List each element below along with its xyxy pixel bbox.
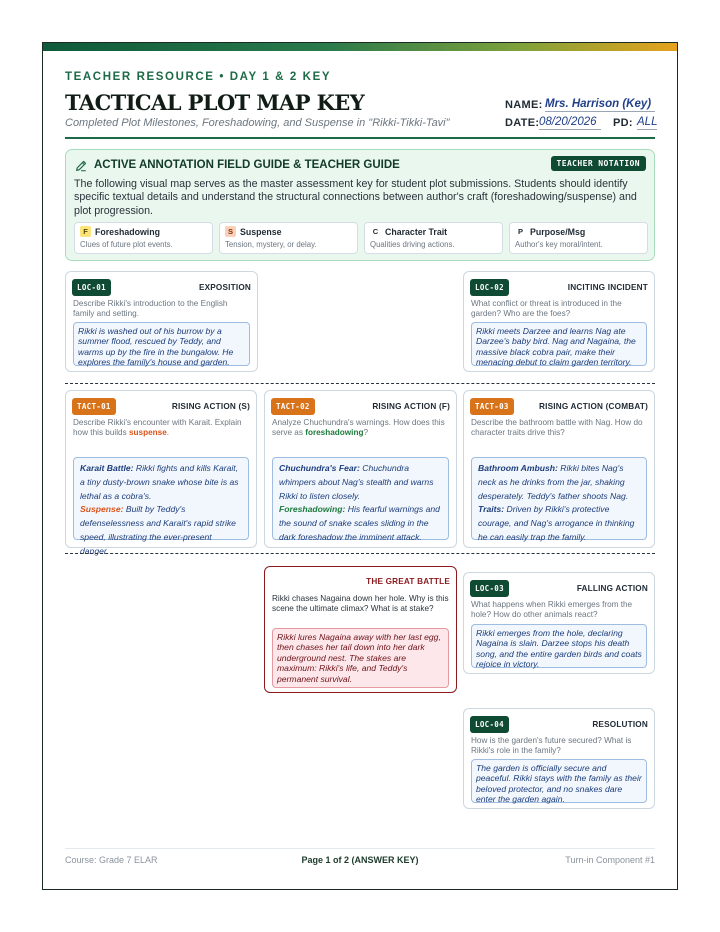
legend-desc: Clues of future plot events. [80, 240, 173, 249]
card-tag: LOC-01 [72, 279, 111, 296]
legend-suspense [219, 222, 358, 254]
footer-divider [65, 848, 655, 849]
card-resolution [463, 708, 655, 809]
card-tag: TACT-03 [470, 398, 514, 415]
legend-key: S [225, 226, 236, 237]
card-prompt: Rikki chases Nagaina down her hole. Why is this scene the ultimate climax? What is at stake? [272, 594, 449, 613]
annotation-guide [65, 149, 655, 261]
card-prompt: How is the garden's future secured? What is Rikki's role in the family? [471, 736, 632, 755]
legend-desc: Tension, mystery, or delay. [225, 240, 317, 249]
card-answer[interactable]: The garden is officially secure and peaceful. Rikki stays with the family as their beloved protector, and no snakes dare enter the garden again. [471, 759, 647, 803]
card-answer[interactable]: Rikki meets Darzee and learns Nag ate Darzee's baby bird. Nag and Nagaina, the massive black cobra pair, make their menacing debut to claim garden territory. [471, 322, 647, 366]
footer-course: Course: Grade 7 ELAR [65, 855, 158, 865]
legend-foreshadowing [74, 222, 213, 254]
guide-description: The following visual map serves as the master assessment key for student plot submissions. Students should identify specific textual details and understand the structural connections between author's craft (foreshadowing/suspense) and plot progression. [74, 178, 637, 217]
date-field[interactable]: 08/20/2026 [539, 116, 601, 130]
name-field[interactable]: Mrs. Harrison (Key) [545, 98, 655, 112]
legend-name: Suspense [240, 226, 282, 237]
card-heading: RISING ACTION (COMBAT) [538, 402, 648, 411]
header-divider [65, 137, 655, 139]
card-answer[interactable]: Chuchundra's Fear: Chuchundra whimpers about Nag's stealth and warns Rikki to listen closely. Foreshadowing: His fearful warnings and the sound of snake scales sliding in the dark foreshadow the imminent attack. [272, 457, 449, 540]
card-falling-action [463, 572, 655, 674]
annotation-legend [74, 222, 648, 254]
legend-key: P [517, 227, 523, 236]
card-answer[interactable]: Bathroom Ambush: Rikki bites Nag's neck as he drinks from the jar, shaking desperately. Teddy's father shoots Nag. Traits: Driven by Rikki's protective courage, and Nag's arrogance in thinking he can easily trap the family. [471, 457, 647, 540]
card-prompt: What conflict or threat is introduced in the garden? Who are the foes? [471, 299, 622, 318]
legend-key: C [372, 227, 379, 236]
card-heading: FALLING ACTION [576, 584, 648, 593]
legend-name: Character Trait [385, 226, 448, 237]
card-prompt: What happens when Rikki emerges from the hole? How do other animals react? [471, 600, 633, 619]
card-prompt: Describe the bathroom battle with Nag. How do character traits drive this? [471, 418, 643, 437]
page-subtitle: Completed Plot Milestones, Foreshadowing, and Suspense in "Rikki-Tikki-Tavi" [65, 117, 450, 129]
card-tag: LOC-03 [470, 580, 509, 597]
legend-character-trait [364, 222, 503, 254]
card-rising-action-combat [463, 390, 655, 548]
card-exposition [65, 271, 258, 372]
section-divider [65, 553, 655, 554]
card-heading: RISING ACTION (F) [372, 402, 450, 411]
section-divider [65, 383, 655, 384]
card-prompt: Describe Rikki's encounter with Karait. Explain how this builds suspense. [73, 418, 242, 437]
foreshadowing-highlight: foreshadowing [305, 428, 364, 437]
legend-desc: Qualities driving actions. [370, 240, 455, 249]
worksheet-page [42, 42, 678, 890]
footer-component: Turn-in Component #1 [565, 855, 655, 865]
card-tag: LOC-02 [470, 279, 509, 296]
suspense-highlight: suspense [128, 428, 167, 437]
resource-kicker: TEACHER RESOURCE • DAY 1 & 2 KEY [65, 71, 332, 83]
legend-key: F [80, 226, 91, 237]
card-tag: TACT-01 [72, 398, 116, 415]
teacher-notation-badge: TEACHER NOTATION [551, 156, 646, 171]
date-label: DATE: [505, 117, 540, 129]
legend-desc: Author's key moral/intent. [515, 240, 603, 249]
card-heading: THE GREAT BATTLE [366, 577, 450, 586]
card-answer[interactable]: Karait Battle: Rikki fights and kills Karait, a tiny dusty-brown snake whose bite is as lethal as a cobra's. Suspense: Built by Teddy's defenselessness and Karait's rapid strike speed, illustrating the ever-present danger. [73, 457, 249, 540]
card-inciting-incident [463, 271, 655, 372]
card-answer[interactable]: Rikki is washed out of his burrow by a summer flood, rescued by Teddy, and warms up by the fire in the bungalow. He explores the family's house and garden. [73, 322, 250, 366]
card-heading: RESOLUTION [592, 720, 648, 729]
pencil-icon [74, 159, 88, 173]
name-label: NAME: [505, 99, 543, 111]
legend-name: Foreshadowing [95, 226, 161, 237]
card-climax [264, 566, 457, 693]
legend-purpose [509, 222, 648, 254]
legend-name: Purpose/Msg [530, 226, 586, 237]
card-answer[interactable]: Rikki emerges from the hole, declaring Nagaina is slain. Darzee stops his death song, and the entire garden birds and coats rejoice in victory. [471, 624, 647, 668]
card-answer[interactable]: Rikki lures Nagaina away with her last egg, then chases her tail down into her dark underground nest. The stakes are maximum: Rikki's life, and Teddy's permanent survival. [272, 628, 449, 688]
guide-title: ACTIVE ANNOTATION FIELD GUIDE & TEACHER GUIDE [94, 159, 400, 171]
footer-page-number: Page 1 of 2 (ANSWER KEY) [301, 855, 419, 865]
period-field[interactable]: ALL [637, 116, 658, 128]
card-rising-action-foreshadowing [264, 390, 457, 548]
card-heading: RISING ACTION (S) [171, 402, 250, 411]
card-rising-action-suspense [65, 390, 257, 556]
page-title: TACTICAL PLOT MAP KEY [65, 90, 365, 115]
period-label: PD: [613, 117, 633, 129]
card-heading: INCITING INCIDENT [567, 283, 648, 292]
card-prompt: Analyze Chuchundra's warnings. How does this serve as foreshadowing? [272, 418, 445, 437]
card-tag: LOC-04 [470, 716, 509, 733]
top-accent-bar [43, 43, 677, 51]
card-tag: TACT-02 [271, 398, 315, 415]
card-prompt: Describe Rikki's introduction to the English family and setting. [73, 299, 228, 318]
card-heading: EXPOSITION [198, 283, 251, 292]
